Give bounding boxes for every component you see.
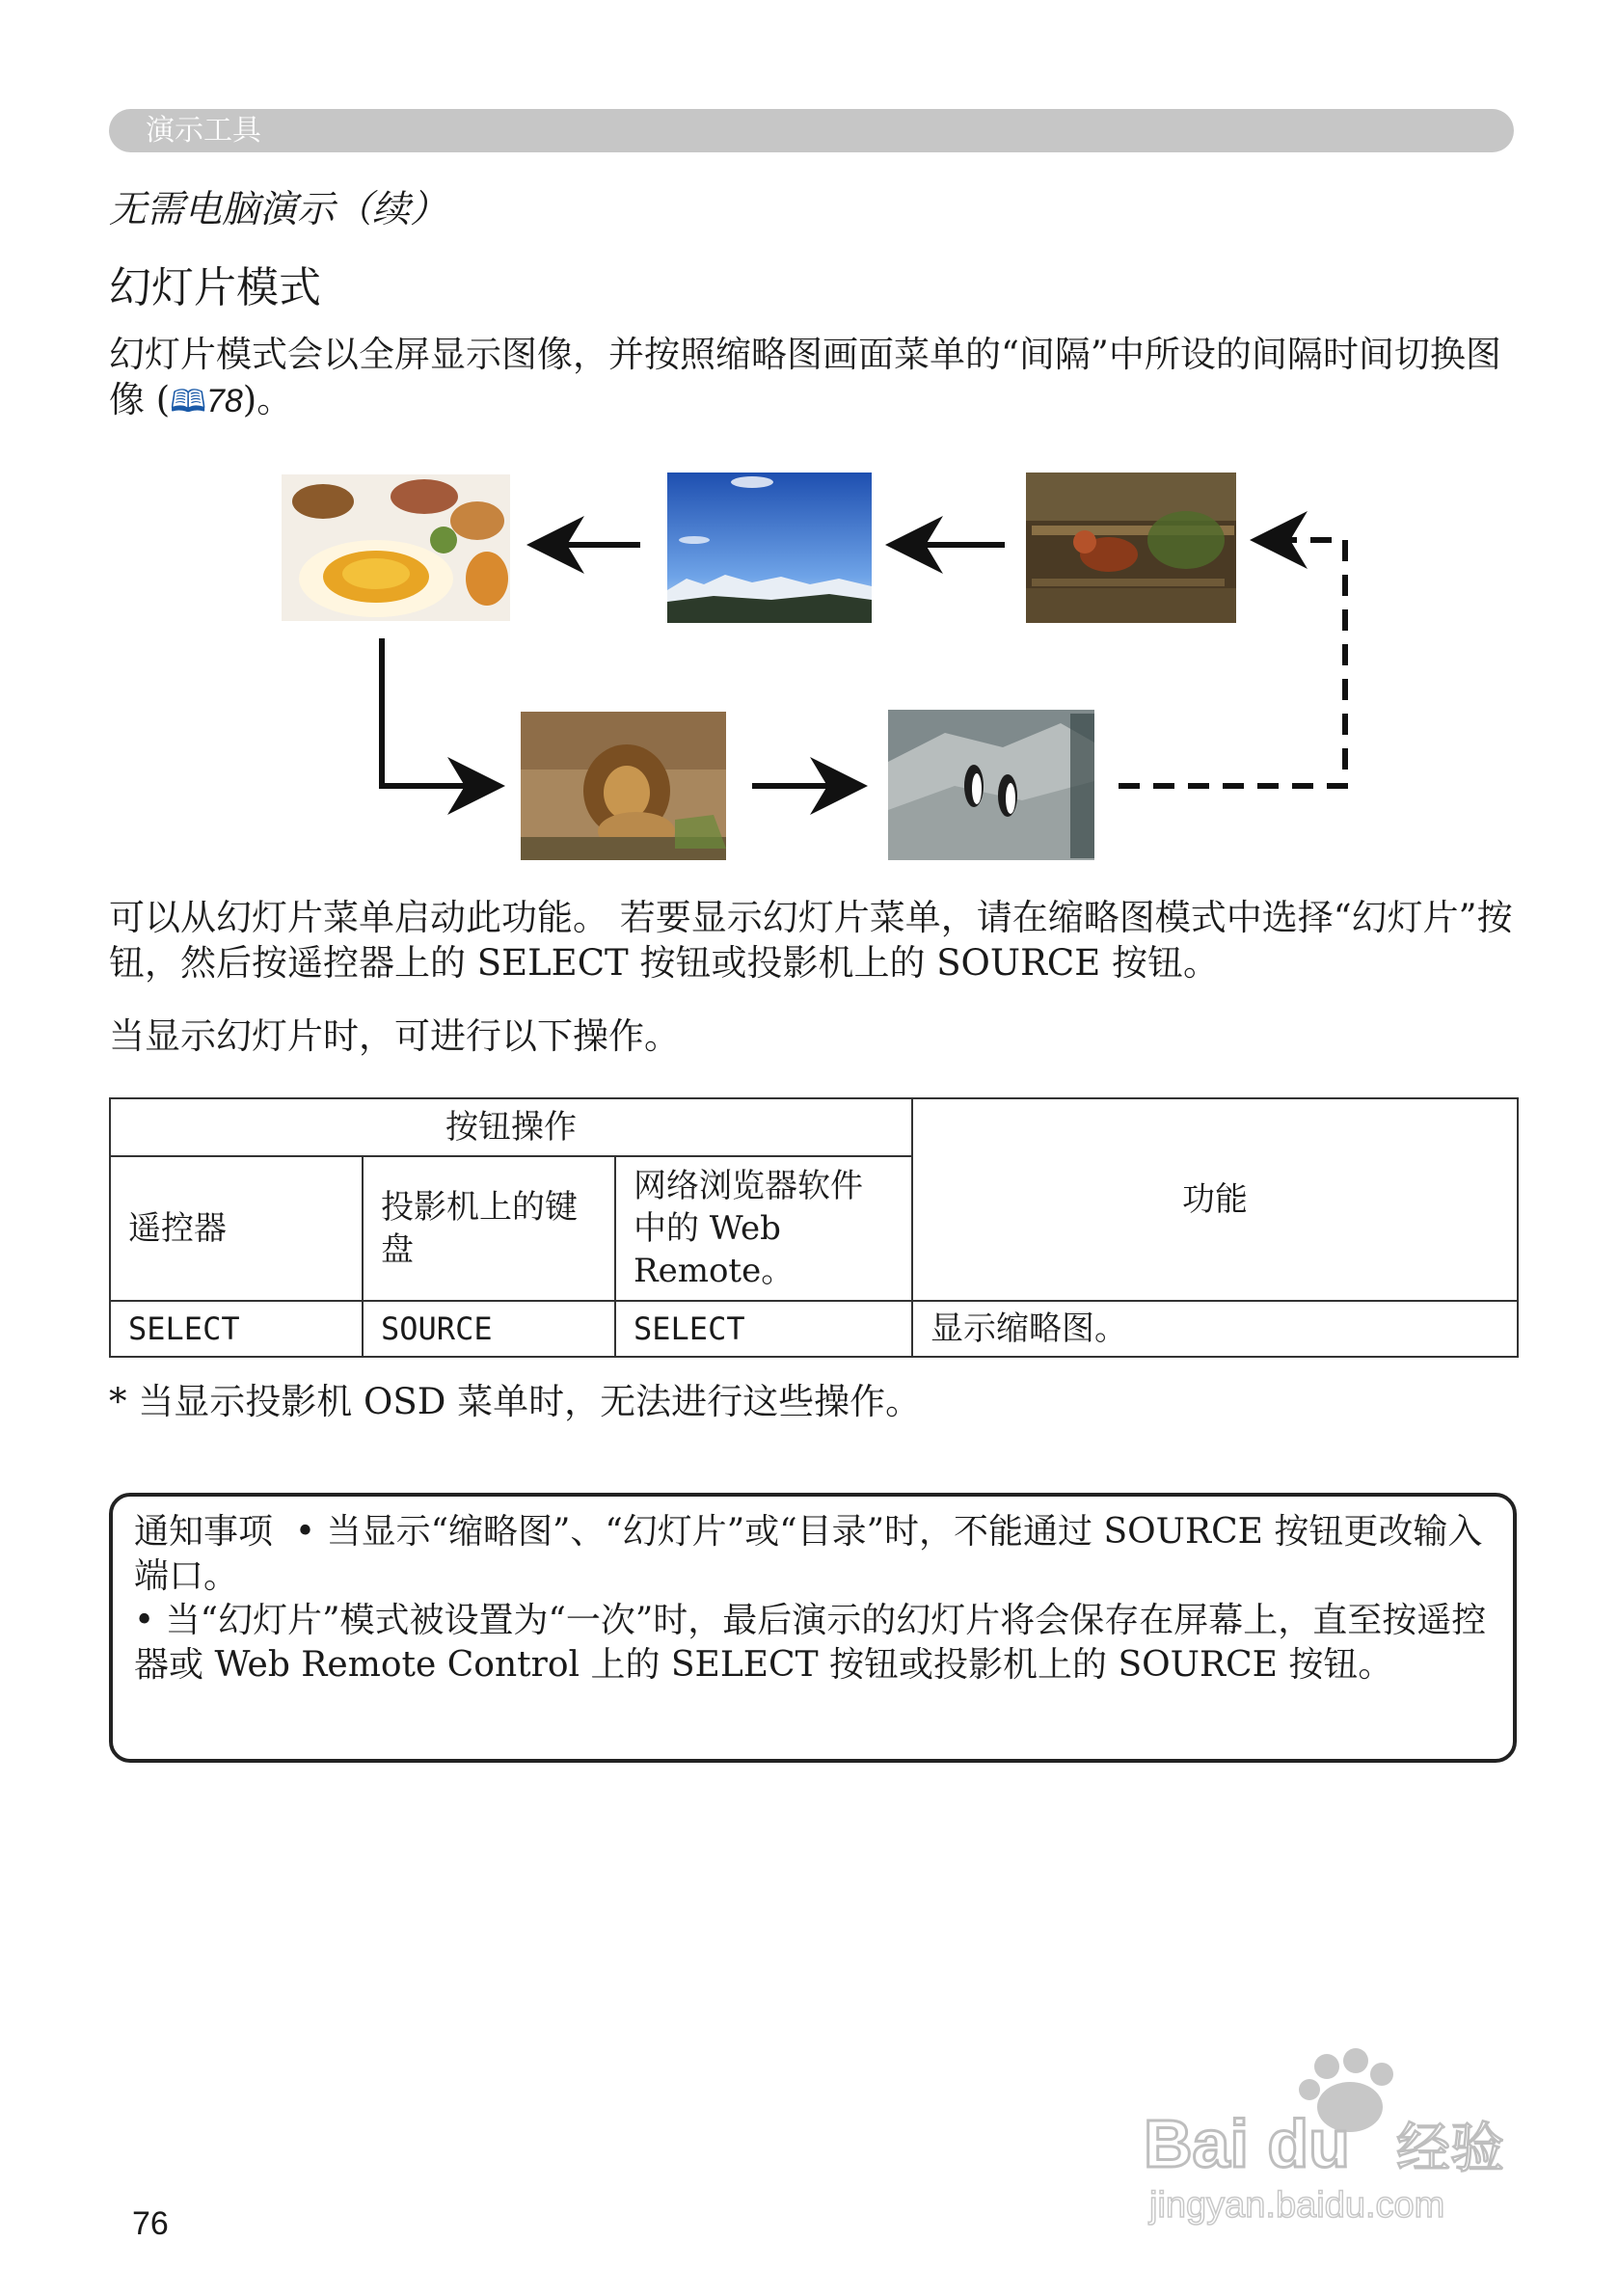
web-select-cell: SELECT (615, 1301, 912, 1357)
notice-box (109, 1493, 1517, 1763)
header-label: 演示工具 (146, 114, 261, 148)
button-operation-header: 按钮操作 (110, 1098, 912, 1156)
web-remote-header: 网络浏览器软件中的 Web Remote。 (615, 1156, 912, 1301)
reference-page: 78 (205, 383, 243, 419)
baidu-watermark (1136, 2043, 1522, 2236)
paragraph-operations: 当显示幻灯片时，可进行以下操作。 (109, 1015, 680, 1057)
sky-photo (667, 473, 872, 623)
header-bar (109, 109, 1514, 152)
remote-control-header: 遥控器 (110, 1156, 363, 1301)
projector-keypad-header: 投影机上的键盘 (363, 1156, 615, 1301)
intro-text: 幻灯片模式会以全屏显示图像，并按照缩略图画面菜单的“间隔”中所设的间隔时间切换图像 ( (109, 334, 1501, 420)
page-reference[interactable] (170, 383, 243, 419)
book-icon: 🕮 (170, 384, 206, 419)
paragraph-start-slideshow: 可以从幻灯片菜单启动此功能。 若要显示幻灯片菜单，请在缩略图模式中选择“幻灯片”按钮，然后按遥控器上的 SELECT 按钮或投影机上的 SOURCE 按钮。 (109, 897, 1513, 984)
watermark-brand: Bai du (1144, 2106, 1350, 2181)
notice-line1 (134, 1510, 1492, 1599)
section-title: 幻灯片模式 (109, 263, 321, 312)
operations-table (109, 1097, 1519, 1358)
watermark-url: jingyan.baidu.com (1149, 2185, 1445, 2226)
page-number: 76 (132, 2205, 169, 2242)
slideshow-diagram (0, 453, 1618, 878)
footnote: * 当显示投影机 OSD 菜单时，无法进行这些操作。 (109, 1381, 922, 1422)
arrow-food-to-lion (382, 638, 494, 786)
intro-end: )。 (242, 379, 293, 420)
food-photo (282, 474, 510, 621)
subtitle: 无需电脑演示（续） (109, 188, 448, 231)
function-cell: 显示缩略图。 (912, 1301, 1518, 1357)
notice-label: 通知事项 (134, 1512, 274, 1552)
notice-item1: • 当显示“缩略图”、“幻灯片”或“目录”时，不能通过 SOURCE 按钮更改输入端口。 (134, 1512, 1483, 1596)
keypad-source-cell: SOURCE (363, 1301, 615, 1357)
watermark-suffix: 经验 (1396, 2118, 1504, 2180)
penguin-photo (888, 710, 1094, 860)
function-header: 功能 (912, 1098, 1518, 1301)
intro-paragraph (109, 332, 1517, 424)
redpanda-photo (1026, 473, 1236, 623)
notice-item2: • 当“幻灯片”模式被设置为“一次”时，最后演示的幻灯片将会保存在屏幕上，直至按遥控器或 Web Remote Control 上的 SELECT 按钮或投影机上的 SOURCE 按钮。 (134, 1601, 1487, 1685)
remote-select-cell: SELECT (110, 1301, 363, 1357)
lion-photo (521, 712, 726, 860)
